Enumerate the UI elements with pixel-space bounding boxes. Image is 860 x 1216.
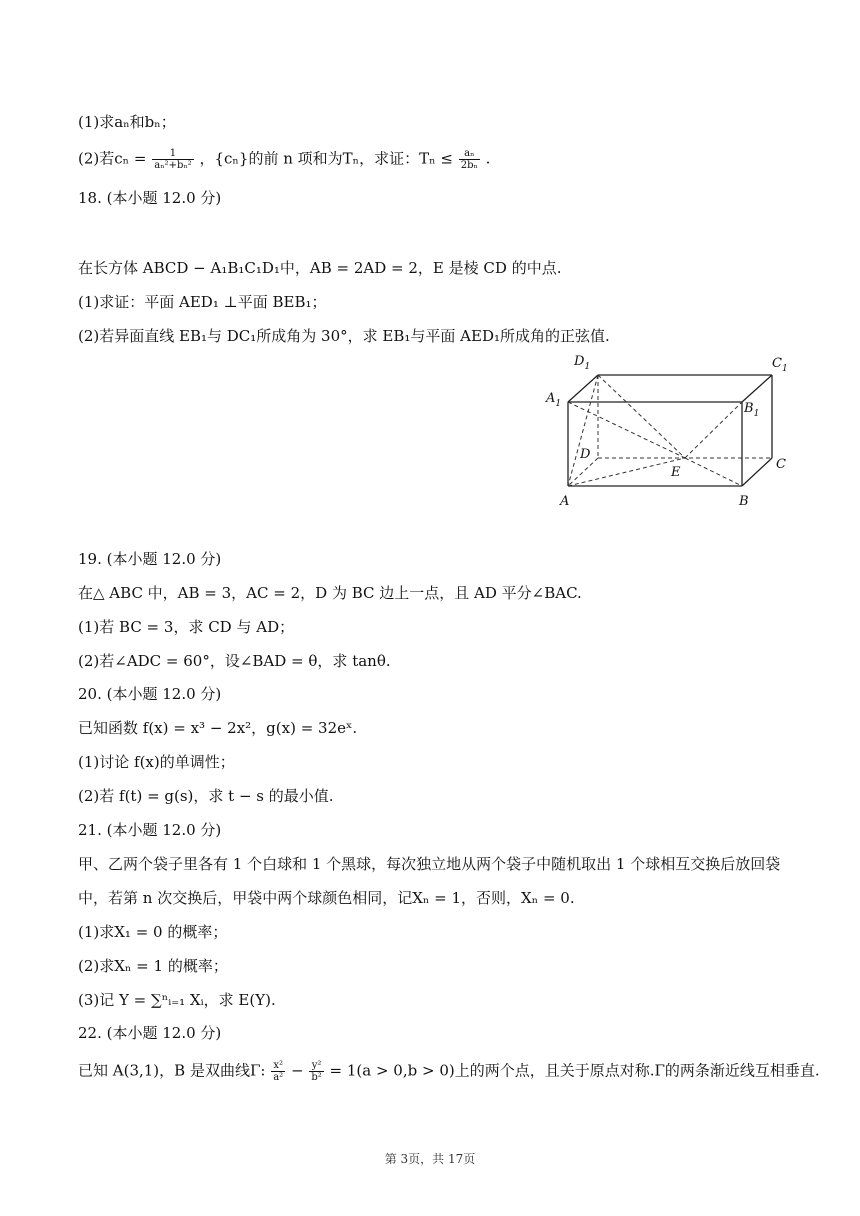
edge-BC	[742, 458, 772, 486]
q22-stem-prefix: 已知 A(3,1)，B 是双曲线Γ:	[78, 1061, 266, 1080]
question-20-header: 20. (本小题 12.0 分)	[78, 685, 222, 703]
p17-part2-end: .	[485, 149, 491, 168]
edge-C1B1	[742, 375, 772, 402]
label-D1: $D_1$	[574, 354, 591, 372]
label-C: C	[776, 457, 786, 472]
dashed-EB	[685, 458, 742, 486]
q22-fraction-x	[271, 1060, 285, 1083]
problem-17-part2	[78, 148, 490, 171]
q22-fraction-y	[309, 1060, 323, 1083]
question-18-part2: (2)若异面直线 EB₁与 DC₁所成角为 30°，求 EB₁与平面 AED₁所成角的正弦值.	[78, 327, 610, 345]
cuboid-figure	[540, 350, 800, 515]
label-C1: $C_1$	[772, 356, 788, 374]
p17-fraction-2-denominator: 2bₙ	[460, 160, 478, 171]
p17-fraction-2-numerator: aₙ	[459, 148, 480, 160]
question-19-stem: 在△ ABC 中，AB = 3，AC = 2，D 为 BC 边上一点，且 AD 平分∠BAC.	[78, 584, 582, 602]
question-18-part1: (1)求证：平面 AED₁ ⊥平面 BEB₁；	[78, 293, 327, 311]
question-19-part2: (2)若∠ADC = 60°，设∠BAD = θ，求 tanθ.	[78, 652, 391, 670]
p17-fraction-1-denominator: aₙ²+bₙ²	[154, 160, 192, 171]
label-B1: $B_1$	[744, 401, 760, 419]
dashed-EB1	[685, 402, 742, 458]
label-A: A	[560, 494, 570, 509]
p17-fraction-2	[459, 148, 480, 171]
question-18-header: 18. (本小题 12.0 分)	[78, 189, 222, 207]
q22-fraction-y-denominator: b²	[311, 1072, 322, 1083]
hidden-edge-DA	[568, 458, 598, 486]
edge-D1A1	[568, 375, 598, 402]
cuboid-diagram	[540, 350, 800, 515]
question-19-header: 19. (本小题 12.0 分)	[78, 550, 222, 568]
dashed-D1A	[568, 375, 598, 486]
label-A1: $A_1$	[546, 391, 562, 409]
question-21-part3: (3)记 Y = ∑ⁿᵢ₌₁ Xᵢ，求 E(Y).	[78, 991, 276, 1009]
dashed-AE	[568, 458, 685, 486]
label-B: B	[739, 494, 749, 509]
q22-fraction-x-numerator: x²	[271, 1060, 285, 1072]
question-21-header: 21. (本小题 12.0 分)	[78, 821, 222, 839]
problem-17-part1: (1)求aₙ和bₙ；	[78, 113, 176, 131]
p17-part2-prefix: (2)若cₙ =	[78, 149, 147, 168]
question-18-stem: 在长方体 ABCD − A₁B₁C₁D₁中，AB = 2AD = 2，E 是棱 CD 的中点.	[78, 259, 562, 277]
question-20-part2: (2)若 f(t) = g(s)，求 t − s 的最小值.	[78, 787, 334, 805]
q22-fraction-x-denominator: a²	[273, 1072, 284, 1083]
question-20-part1: (1)讨论 f(x)的单调性；	[78, 753, 235, 771]
q22-fraction-y-numerator: y²	[309, 1060, 323, 1072]
label-D: D	[580, 447, 591, 462]
question-20-stem: 已知函数 f(x) = x³ − 2x²，g(x) = 32eˣ.	[78, 719, 358, 737]
q22-stem-suffix: = 1(a > 0,b > 0)上的两个点，且关于原点对称.Γ的两条渐近线互相垂直.	[329, 1061, 820, 1080]
question-19-part1: (1)若 BC = 3，求 CD 与 AD；	[78, 618, 295, 636]
question-21-stem-line1: 甲、乙两个袋子里各有 1 个白球和 1 个黑球，每次独立地从两个袋子中随机取出 1 个球相互交换后放回袋	[78, 855, 781, 873]
question-21-part1: (1)求X₁ = 0 的概率；	[78, 923, 228, 941]
page-footer: 第 3页，共 17页	[384, 1152, 476, 1166]
question-22-header: 22. (本小题 12.0 分)	[78, 1024, 222, 1042]
p17-fraction-1-numerator: 1	[152, 148, 193, 160]
p17-part2-mid: ，{cₙ}的前 n 项和为Tₙ，求证：Tₙ ≤	[199, 149, 453, 168]
question-21-stem-line2: 中，若第 n 次交换后，甲袋中两个球颜色相同，记Xₙ = 1，否则，Xₙ = 0.	[78, 889, 575, 907]
q22-minus: −	[290, 1061, 304, 1080]
question-22-stem	[78, 1060, 820, 1083]
p17-fraction-1	[152, 148, 193, 171]
question-21-part2: (2)求Xₙ = 1 的概率；	[78, 957, 228, 975]
label-E: E	[671, 465, 681, 480]
dashed-D1E	[598, 375, 685, 458]
